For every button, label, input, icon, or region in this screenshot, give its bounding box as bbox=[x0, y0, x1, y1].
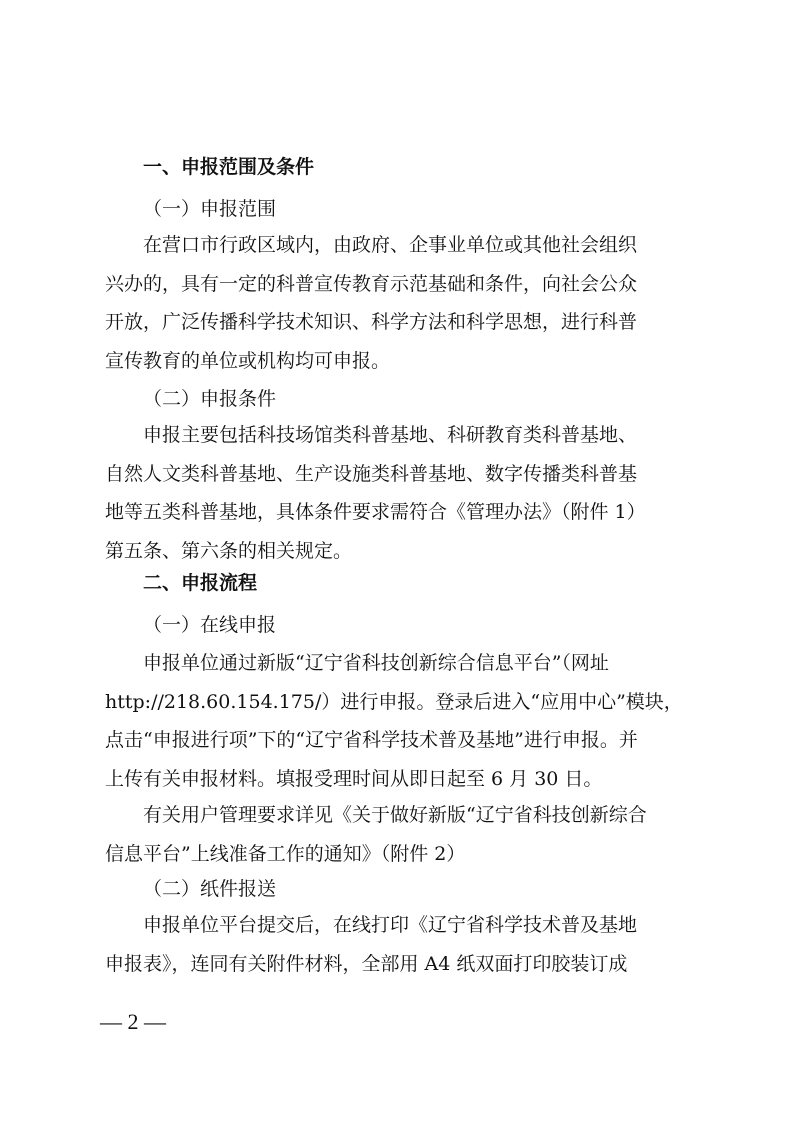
paragraph bbox=[105, 796, 690, 873]
paragraph-line: 点击“申报进行项”下的“辽宁省科学技术普及基地”进行申报。并 bbox=[105, 729, 638, 752]
paragraph-line: 兴办的，具有一定的科普宣传教育示范基础和条件，向社会公众 bbox=[105, 272, 638, 295]
paragraph-line: 地等五类科普基地，具体条件要求需符合《管理办法》（附件 1） bbox=[105, 501, 646, 524]
subsection-heading: （一）在线申报 bbox=[143, 614, 277, 636]
paragraph-line: 申报表》，连同有关附件材料，全部用 A4 纸双面打印胶装订成 bbox=[105, 952, 628, 975]
paragraph-line: 申报主要包括科技场馆类科普基地、科研教育类科普基地、 bbox=[143, 424, 638, 446]
subsection-heading: （一）申报范围 bbox=[143, 198, 277, 220]
paragraph bbox=[105, 226, 690, 380]
paragraph-line: http://218.60.154.175/）进行申报。登录后进入“应用中心”模块， bbox=[105, 690, 683, 713]
paragraph bbox=[105, 906, 690, 983]
paragraph-line: 宣传教育的单位或机构均可申报。 bbox=[105, 349, 391, 372]
section-heading: 二、申报流程 bbox=[143, 572, 258, 594]
subsection-heading: （二）纸件报送 bbox=[143, 878, 277, 900]
paragraph-line: 信息平台”上线准备工作的通知》（附件 2） bbox=[105, 842, 466, 865]
paragraph-line: 开放，广泛传播科学技术知识、科学方法和科学思想，进行科普 bbox=[105, 311, 638, 334]
page-number: — 2 — bbox=[100, 1009, 166, 1034]
paragraph-line: 自然人文类科普基地、生产设施类科普基地、数字传播类科普基 bbox=[105, 462, 638, 485]
paragraph bbox=[105, 416, 690, 570]
paragraph-line: 在营口市行政区域内，由政府、企事业单位或其他社会组织 bbox=[143, 234, 638, 256]
paragraph-line: 上传有关申报材料。填报受理时间从即日起至 6 月 30 日。 bbox=[105, 767, 603, 790]
subsection-heading: （二）申报条件 bbox=[143, 388, 277, 410]
section-heading: 一、申报范围及条件 bbox=[143, 156, 315, 178]
paragraph bbox=[105, 644, 690, 798]
paragraph-line: 有关用户管理要求详见《关于做好新版“辽宁省科技创新综合 bbox=[143, 804, 647, 826]
paragraph-line: 申报单位通过新版“辽宁省科技创新综合信息平台”（网址 bbox=[143, 652, 609, 674]
paragraph-line: 第五条、第六条的相关规定。 bbox=[105, 539, 353, 562]
paragraph-line: 申报单位平台提交后，在线打印《辽宁省科学技术普及基地 bbox=[143, 914, 638, 936]
